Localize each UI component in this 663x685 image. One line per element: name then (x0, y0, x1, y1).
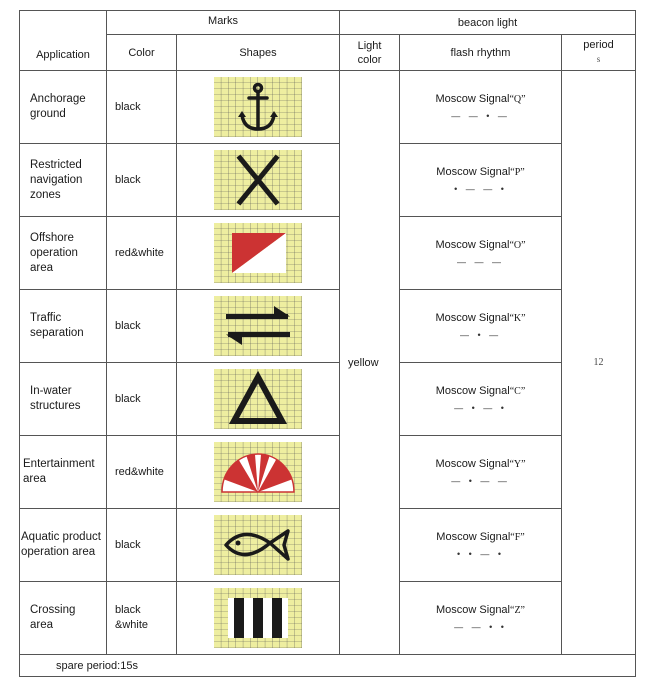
header-application: Application (20, 11, 107, 71)
table-row (20, 144, 636, 217)
diagonal-split-icon (214, 223, 302, 283)
header-color: Color (107, 35, 177, 71)
flash-rhythm-cell: Moscow Signal“F” • • — • (400, 509, 562, 582)
triangle-icon (214, 369, 302, 429)
table-row (20, 71, 636, 144)
flash-rhythm-cell: Moscow Signal“Y” — • — — (400, 436, 562, 509)
header-light-color: Light color (340, 35, 400, 71)
shape-cell (177, 71, 340, 144)
shape-cell (177, 290, 340, 363)
color-cell: black (107, 509, 177, 582)
flash-rhythm-cell: Moscow Signal“Z” — — • • (400, 582, 562, 655)
table-row (20, 436, 636, 509)
application-cell: Anchorage ground (20, 71, 107, 144)
table-row (20, 363, 636, 436)
application-cell: Traffic separation (20, 290, 107, 363)
color-cell: red&white (107, 217, 177, 290)
striped-dome-icon (214, 442, 302, 502)
application-cell: Aquatic product operation area (20, 509, 107, 582)
color-cell: black (107, 144, 177, 217)
header-beacon-light: beacon light (340, 11, 636, 35)
footer-note: spare period:15s (20, 655, 636, 677)
period-cell: 12 (562, 71, 636, 655)
table-row (20, 509, 636, 582)
flash-rhythm-cell: Moscow Signal“K” — • — (400, 290, 562, 363)
shape-cell (177, 217, 340, 290)
cross-icon (214, 150, 302, 210)
shape-cell (177, 363, 340, 436)
fish-icon (214, 515, 302, 575)
shape-cell (177, 509, 340, 582)
header-period: period s (562, 35, 636, 71)
color-cell: black (107, 290, 177, 363)
color-cell: black &white (107, 582, 177, 655)
flash-rhythm-cell: Moscow Signal“Q” — — • — (400, 71, 562, 144)
anchor-icon (214, 77, 302, 137)
application-cell: Restricted navigation zones (20, 144, 107, 217)
flash-rhythm-cell: Moscow Signal“O” — — — (400, 217, 562, 290)
application-cell: Entertainment area (20, 436, 107, 509)
table-row (20, 290, 636, 363)
table-row (20, 582, 636, 655)
table-row (20, 217, 636, 290)
beacon-table (19, 10, 636, 677)
header-marks: Marks (107, 11, 340, 35)
light-color-cell: yellow (340, 71, 400, 655)
shape-cell (177, 582, 340, 655)
color-cell: black (107, 71, 177, 144)
application-cell: Crossing area (20, 582, 107, 655)
two-way-arrows-icon (214, 296, 302, 356)
color-cell: black (107, 363, 177, 436)
header-flash-rhythm: flash rhythm (400, 35, 562, 71)
header-shapes: Shapes (177, 35, 340, 71)
shape-cell (177, 436, 340, 509)
flash-rhythm-cell: Moscow Signal“P” • — — • (400, 144, 562, 217)
application-cell: Offshore operation area (20, 217, 107, 290)
flash-rhythm-cell: Moscow Signal“C” — • — • (400, 363, 562, 436)
application-cell: In-water structures (20, 363, 107, 436)
vertical-stripes-icon (214, 588, 302, 648)
shape-cell (177, 144, 340, 217)
color-cell: red&white (107, 436, 177, 509)
